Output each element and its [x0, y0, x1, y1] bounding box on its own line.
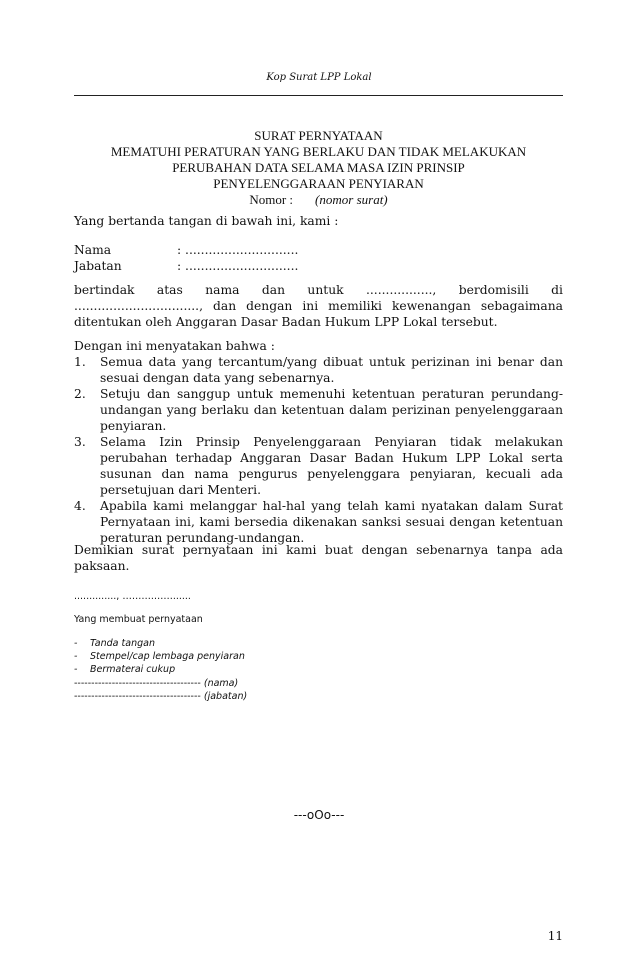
statement-number: 4. — [74, 499, 86, 513]
requirement-text: Bermaterai cukup — [90, 664, 176, 675]
statement-text: Semua data yang tercantum/yang dibuat untuk perizinan ini benar dan sesuai dengan data yang sebenarnya. — [100, 355, 563, 385]
statement-intro: Dengan ini menyatakan bahwa : — [74, 339, 275, 353]
list-item — [74, 354, 563, 386]
requirement-text: Stempel/cap lembaga penyiaran — [90, 651, 245, 662]
bullet-dash: - — [74, 651, 78, 662]
end-mark: ---oOo--- — [293, 808, 345, 822]
signature-line-jabatan — [74, 690, 563, 703]
statement-number: 1. — [74, 355, 86, 369]
title-line-4: PENYELENGGARAAN PENYIARAN — [213, 176, 424, 191]
bullet-dash: - — [74, 638, 78, 649]
authority-line-2: ................................, dan dengan ini memiliki kewenangan sebagaimana — [74, 299, 563, 313]
page-number: 11 — [547, 929, 563, 943]
field-value-jabatan: : ............................. — [177, 259, 299, 273]
statement-text: Apabila kami melanggar hal-hal yang telah kami nyatakan dalam Surat Pernyataan ini, kami bersedia dikenakan sanksi sesuai dengan ketentuan peraturan perundang-undangan. — [100, 499, 563, 545]
bullet-dash: - — [74, 664, 78, 675]
field-row-jabatan — [74, 258, 563, 274]
list-item — [74, 386, 563, 434]
list-item — [74, 650, 563, 663]
header-rule — [74, 95, 563, 96]
nomor-line — [249, 192, 387, 208]
statement-text: Setuju dan sanggup untuk memenuhi ketentuan peraturan perundang-undangan yang berlaku dan ketentuan dalam perizinan penyelenggaraan penyiaran. — [100, 387, 563, 433]
title-line-3: PERUBAHAN DATA SELAMA MASA IZIN PRINSIP — [172, 160, 465, 175]
authority-paragraph — [74, 282, 563, 330]
list-item — [74, 663, 563, 676]
requirement-text: Tanda tangan — [90, 638, 155, 649]
dash-line: ------------------------------------- — [74, 678, 201, 689]
letterhead-text: Kop Surat LPP Lokal — [266, 72, 372, 83]
statement-number: 2. — [74, 387, 86, 401]
field-value-nama: : ............................. — [177, 243, 299, 257]
caption-jabatan: (jabatan) — [203, 691, 248, 702]
sign-requirements — [74, 637, 563, 676]
dash-line: ------------------------------------- — [74, 691, 201, 702]
field-row-nama — [74, 242, 563, 258]
caption-nama: (nama) — [203, 678, 239, 689]
identity-fields — [74, 242, 563, 274]
authority-line-3: ditentukan oleh Anggaran Dasar Badan Hukum LPP Lokal tersebut. — [74, 315, 498, 329]
signature-line-nama — [74, 677, 563, 690]
place-date-line: .............., ……….……...... — [74, 591, 191, 602]
signer-label: Yang membuat pernyataan — [74, 614, 203, 625]
field-label-nama: Nama — [74, 243, 112, 257]
authority-line-1: bertindak atas nama dan untuk ................., berdomisili di — [74, 283, 563, 297]
nomor-label: Nomor : — [249, 192, 294, 207]
intro-text: Yang bertanda tangan di bawah ini, kami : — [74, 214, 339, 228]
statement-number: 3. — [74, 435, 86, 449]
list-item — [74, 637, 563, 650]
signature-lines — [74, 677, 563, 703]
list-item — [74, 434, 563, 498]
field-label-jabatan: Jabatan — [74, 259, 122, 273]
nomor-value: (nomor surat) — [315, 192, 388, 207]
list-item — [74, 498, 563, 546]
title-line-1: SURAT PERNYATAAN — [254, 128, 383, 143]
document-title — [74, 128, 563, 208]
statement-list — [74, 354, 563, 546]
closing-paragraph: Demikian surat pernyataan ini kami buat dengan sebenarnya tanpa ada paksaan. — [74, 543, 563, 573]
statement-text: Selama Izin Prinsip Penyelenggaraan Penyiaran tidak melakukan perubahan terhadap Anggaran Dasar Badan Hukum LPP Lokal serta susunan dan nama pengurus penyelenggara penyiaran, kecuali ada persetujuan dari Menteri. — [100, 435, 563, 497]
title-line-2: MEMATUHI PERATURAN YANG BERLAKU DAN TIDAK MELAKUKAN — [110, 144, 527, 159]
